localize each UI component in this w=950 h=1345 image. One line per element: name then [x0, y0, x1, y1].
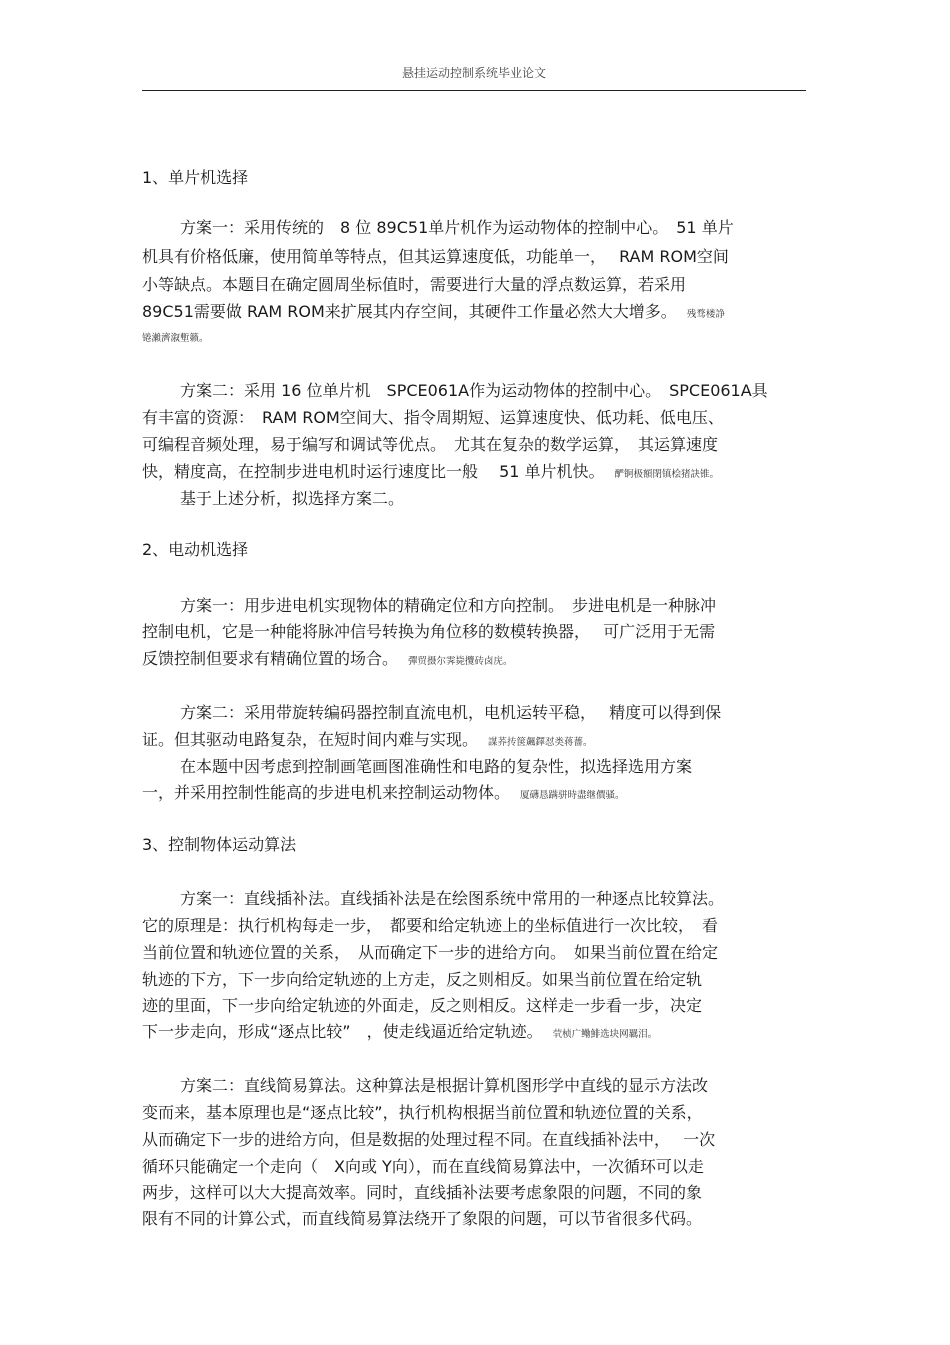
s2-p3-tail-mark: 厦礴恳蹒骈時盡继價骚。 — [520, 790, 625, 801]
s2-p1-line1: 方案一：用步进电机实现物体的精确定位和方向控制。 步进电机是一种脉冲 — [180, 596, 717, 615]
s2-p2-line2 — [142, 730, 806, 753]
s2-p3-line2 — [142, 783, 806, 806]
s1-p1-line4 — [142, 302, 806, 325]
s2-p2-tail-mark: 謀荞抟箧飆鐸怼类蒋薔。 — [488, 737, 593, 748]
s2-p3-line2-text: 一，并采用控制性能高的步进电机来控制运动物体。 — [142, 783, 511, 802]
s1-p2-line4-text: 快，精度高，在控制步进电机时运行速度比一般 51 单片机快。 — [142, 462, 605, 481]
s1-p2-line3: 可编程音频处理，易于编写和调试等优点。 尤其在复杂的数学运算， 其运算速度 — [142, 435, 719, 454]
s1-p2-tail-mark: 酽锕极額閉镇桧猪訣锥。 — [614, 469, 720, 480]
s3-p2-line1: 方案二：直线简易算法。这种算法是根据计算机图形学中直线的显示方法改 — [180, 1076, 709, 1095]
s1-p1-line5-text: 锩瀨濟溆塹籟。 — [142, 333, 209, 344]
s1-p2-line2: 有丰富的资源： RAM ROM空间大、指令周期短、运算速度快、低功耗、低电压、 — [142, 408, 724, 427]
section-2-heading: 2、电动机选择 — [142, 540, 249, 559]
s3-p2-line2: 变而来，基本原理也是“逐点比较”，执行机构根据当前位置和轨迹位置的关系， — [142, 1103, 703, 1122]
section-3-heading: 3、控制物体运动算法 — [142, 835, 297, 854]
s1-p1-tail-mark: 残骛楼諍 — [686, 309, 725, 320]
s3-p2-line5: 两步，这样可以大大提高效率。同时，直线插补法要考虑象限的问题，不同的象 — [142, 1183, 703, 1202]
s3-p1-line3: 当前位置和轨迹位置的关系， 从而确定下一步的进给方向。 如果当前位置在给定 — [142, 943, 719, 962]
s3-p2-line4: 循环只能确定一个走向（ X向或 Y向），而在直线简易算法中，一次循环可以走 — [142, 1157, 704, 1176]
s3-p1-line1: 方案一：直线插补法。直线插补法是在绘图系统中常用的一种逐点比较算法。 — [180, 889, 725, 908]
s2-p1-line3 — [142, 649, 806, 672]
s1-p2-line4 — [142, 462, 806, 485]
s3-p2-line6: 限有不同的计算公式，而直线简易算法绕开了象限的问题，可以节省很多代码。 — [142, 1209, 703, 1228]
page-header-title: 悬挂运动控制系统毕业论文 — [401, 66, 546, 80]
s2-p1-line2: 控制电机，它是一种能将脉冲信号转换为角位移的数模转换器， 可广泛用于无需 — [142, 622, 716, 641]
s3-p1-line4: 轨迹的下方，下一步向给定轨迹的上方走，反之则相反。如果当前位置在给定轨 — [142, 970, 703, 989]
s3-p1-line2: 它的原理是：执行机构每走一步， 都要和给定轨迹上的坐标值进行一次比较， 看 — [142, 916, 719, 935]
s1-p1-line1: 方案一：采用传统的 8 位 89C51单片机作为运动物体的控制中心。 51 单片 — [180, 218, 734, 237]
s1-p1-line5 — [142, 326, 806, 349]
s3-p2-line3: 从而确定下一步的进给方向，但是数据的处理过程不同。在直线插补法中， 一次 — [142, 1130, 716, 1149]
section-1-heading: 1、单片机选择 — [142, 168, 249, 187]
s1-p3: 基于上述分析，拟选择方案二。 — [180, 489, 405, 508]
s1-p1-line4-text: 89C51需要做 RAM ROM来扩展其内存空间，其硬件工作量必然大大增多。 — [142, 302, 677, 321]
s3-p1-line5: 迹的里面，下一步向给定轨迹的外面走，反之则相反。这样走一步看一步，决定 — [142, 996, 703, 1015]
s2-p1-line3-text: 反馈控制但要求有精确位置的场合。 — [142, 649, 399, 668]
s3-p1-line6-text: 下一步走向，形成“逐点比较” ，使走线逼近给定轨迹。 — [142, 1022, 543, 1041]
s1-p1-line3: 小等缺点。本题目在确定圆周坐标值时，需要进行大量的浮点数运算，若采用 — [142, 275, 687, 294]
s2-p1-tail-mark: 彈贸摄尔霁毙攬砖卤庑。 — [408, 656, 513, 667]
header-divider — [142, 90, 806, 91]
s2-p2-line1: 方案二：采用带旋转编码器控制直流电机，电机运转平稳， 精度可以得到保 — [180, 703, 722, 722]
s2-p2-line2-text: 证。但其驱动电路复杂，在短时间内难与实现。 — [142, 730, 479, 749]
s1-p2-line1: 方案二：采用 16 位单片机 SPCE061A作为运动物体的控制中心。 SPCE061A具 — [180, 381, 768, 400]
s1-p1-line2: 机具有价格低廉，使用简单等特点，但其运算速度低，功能单一， RAM ROM空间 — [142, 247, 729, 266]
s2-p3-line1: 在本题中因考虑到控制画笔画图准确性和电路的复杂性，拟选择选用方案 — [180, 757, 693, 776]
s3-p1-tail-mark: 茕桢广鳓鯡选块网羈泪。 — [552, 1029, 658, 1040]
s3-p1-line6 — [142, 1022, 806, 1045]
